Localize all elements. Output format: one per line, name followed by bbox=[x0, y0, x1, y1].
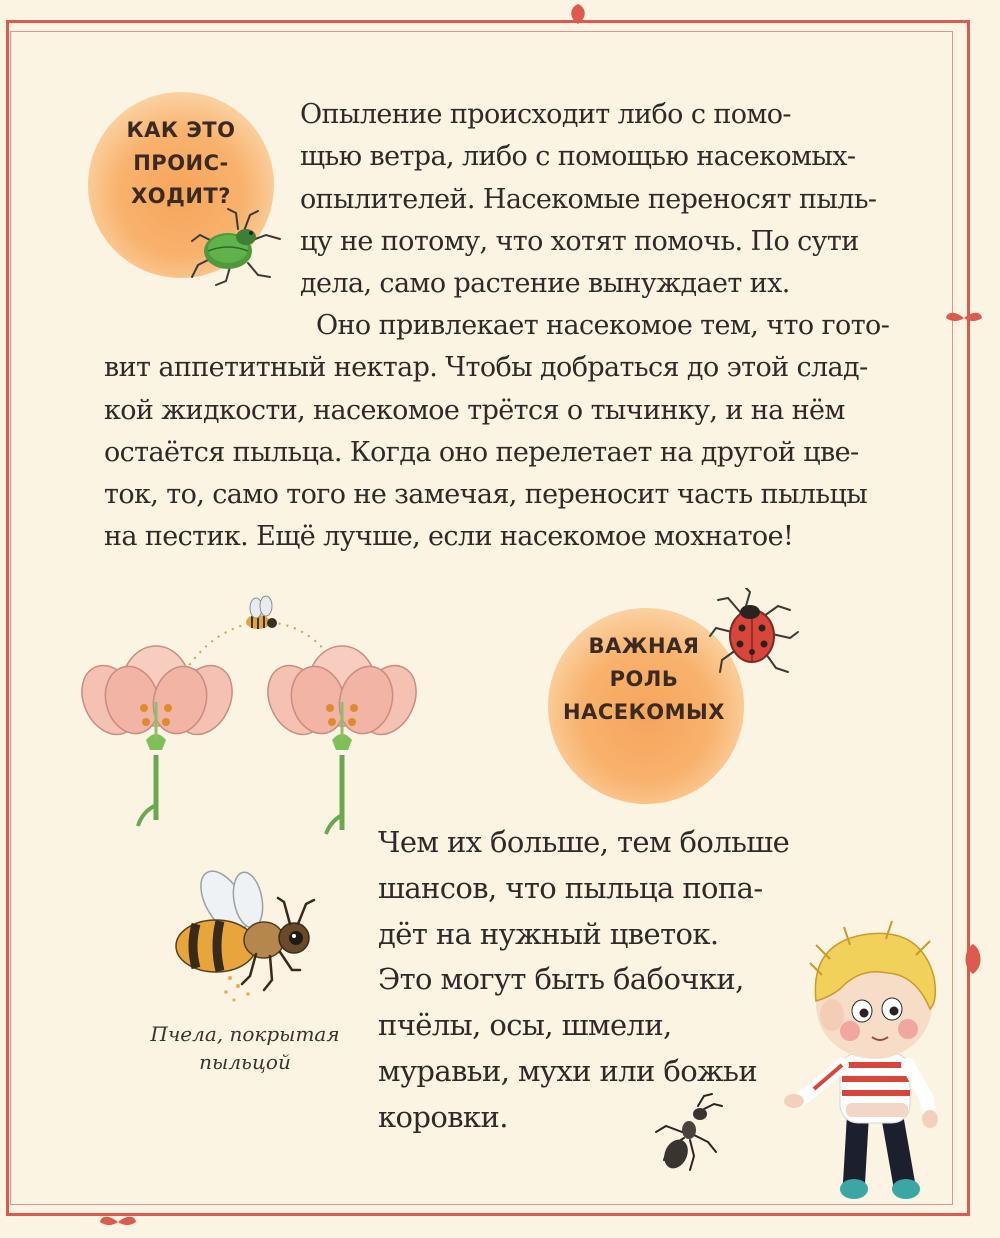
ant-icon bbox=[646, 1092, 726, 1186]
text-line: цу не потому, что хотят помочь. По сути bbox=[300, 225, 859, 257]
text-line: вит аппетитный нектар. Чтобы добраться до этой слад- bbox=[104, 352, 868, 384]
boy-illustration bbox=[770, 905, 970, 1219]
text-line: кой жидкости, насекомое трётся о тычинку, и на нём bbox=[104, 394, 845, 426]
text-line: опылителей. Насекомые переносят пыль- bbox=[300, 183, 877, 215]
leaf-icon bbox=[565, 2, 591, 26]
text-line: Оно привлекает насекомое тем, что гото- bbox=[316, 310, 890, 341]
flower-icon bbox=[80, 646, 243, 826]
bee-caption bbox=[130, 1020, 360, 1076]
text-line: дёт на нужный цветок. bbox=[378, 916, 719, 951]
flower-icon bbox=[257, 646, 420, 834]
text-line: пчёлы, осы, шмели, bbox=[378, 1008, 672, 1043]
text-block-intro bbox=[300, 94, 876, 305]
beetle-icon bbox=[186, 205, 286, 291]
text-line: ток, то, само того не замечая, переносит часть пыльцы bbox=[104, 479, 868, 511]
text-block-nectar bbox=[104, 305, 889, 559]
paragraph bbox=[300, 94, 876, 305]
text-line: на пестик. Ещё лучше, если насекомое мохнатое! bbox=[104, 521, 794, 553]
heading-line: ВАЖНАЯ bbox=[588, 634, 700, 658]
bee-icon bbox=[168, 866, 328, 1010]
text-line: Опыление происходит либо с помо- bbox=[300, 99, 791, 130]
paragraph bbox=[378, 820, 789, 1141]
text-line: дела, само растение вынуждает их. bbox=[300, 268, 790, 300]
leaf-icon bbox=[98, 1208, 138, 1236]
text-line: муравьи, мухи или божьи bbox=[378, 1053, 758, 1088]
heading-line: ПРОИС- bbox=[133, 151, 229, 175]
paragraph bbox=[104, 305, 889, 559]
heading-line: ХОДИТ? bbox=[131, 184, 231, 208]
bee-icon bbox=[246, 596, 277, 629]
text-line: остаётся пыльца. Когда оно перелетает на другой цве- bbox=[104, 436, 859, 468]
text-line: коровки. bbox=[378, 1099, 508, 1134]
ladybug-icon bbox=[706, 588, 802, 684]
leaf-icon bbox=[944, 302, 984, 334]
caption-line: пыльцой bbox=[199, 1050, 291, 1074]
text-line: Это могут быть бабочки, bbox=[378, 962, 744, 997]
heading-line: НАСЕКОМЫХ bbox=[563, 700, 725, 724]
text-line: шансов, что пыльца попа- bbox=[378, 870, 763, 905]
caption-line: Пчела, покрытая bbox=[150, 1022, 340, 1046]
heading-line: КАК ЭТО bbox=[126, 118, 236, 142]
text-line: Чем их больше, тем больше bbox=[378, 825, 790, 859]
flowers-illustration bbox=[80, 590, 420, 844]
text-block-insects bbox=[378, 820, 789, 1141]
text-line: щью ветра, либо с помощью насекомых- bbox=[300, 141, 856, 173]
heading-line: РОЛЬ bbox=[609, 667, 679, 691]
